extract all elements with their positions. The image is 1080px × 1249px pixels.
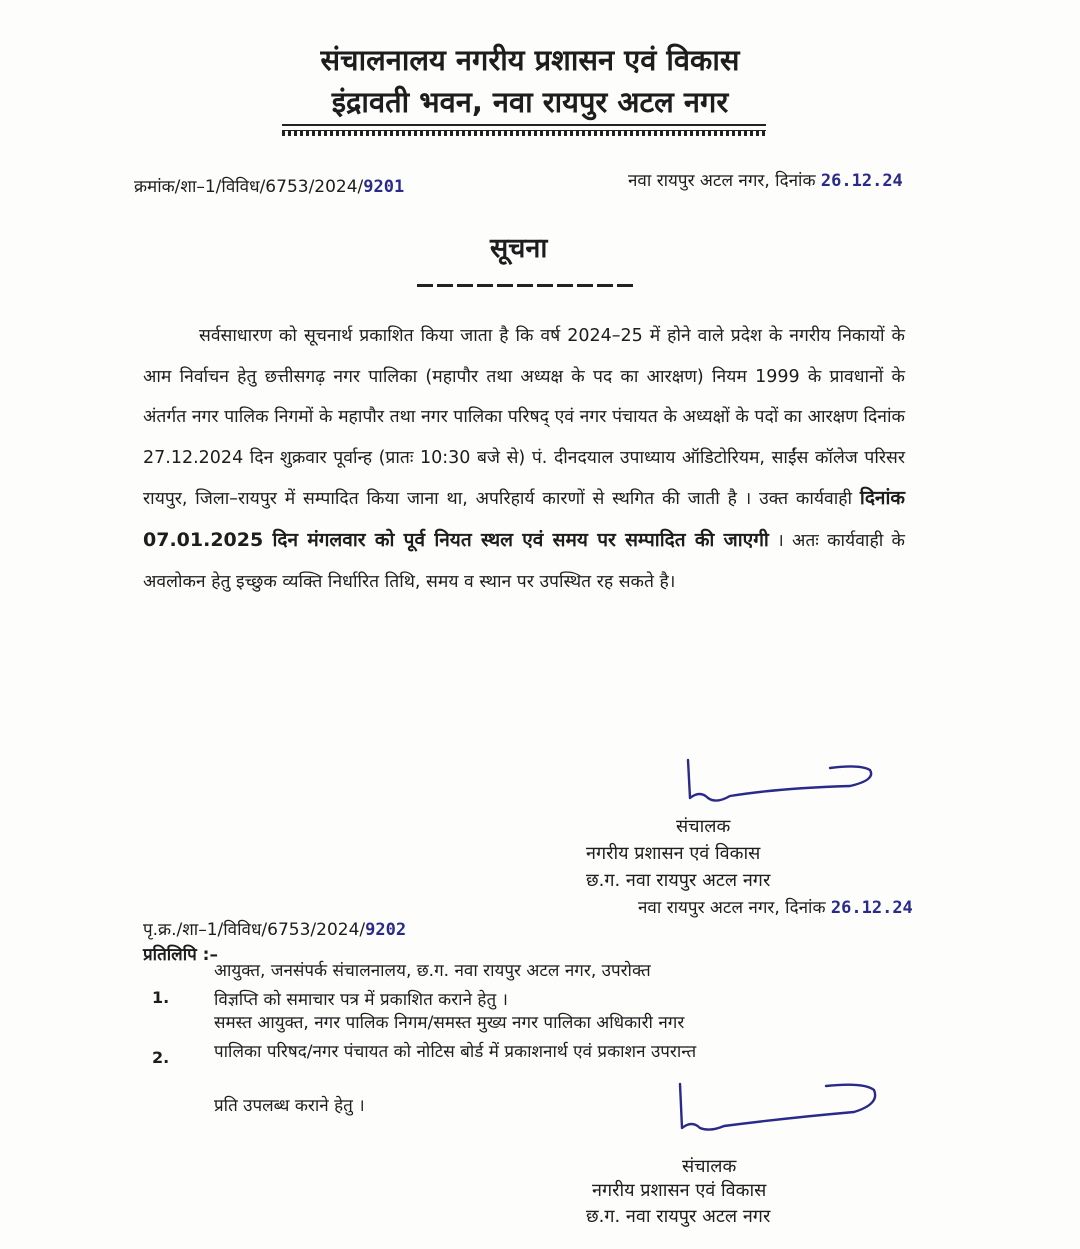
endorsement-date-handwritten: 26.12.24 — [830, 898, 913, 918]
signatory-designation: संचालक — [682, 1156, 737, 1177]
signatory-place: छ.ग. नवा रायपुर अटल नगर — [586, 1206, 771, 1227]
signatory-department: नगरीय प्रशासन एवं विकास — [586, 843, 761, 864]
notice-title: सूचना — [490, 233, 548, 264]
reference-place-date — [628, 168, 903, 191]
copy-item-line: प्रति उपलब्ध कराने हेतु । — [214, 1096, 365, 1116]
endorsement-place-printed: नवा रायपुर अटल नगर, दिनांक — [638, 898, 826, 918]
signatory-place: छ.ग. नवा रायपुर अटल नगर — [586, 870, 771, 891]
signature-mark — [680, 758, 880, 808]
signatory-department: नगरीय प्रशासन एवं विकास — [592, 1180, 767, 1201]
signature-mark — [676, 1082, 886, 1132]
endorsement-number-handwritten: 9202 — [365, 920, 407, 940]
copy-item-line: पालिका परिषद/नगर पंचायत को नोटिस बोर्ड में प्रकाशनार्थ एवं प्रकाशन उपरान्त — [214, 1042, 697, 1062]
notice-body-part2: । अतः कार्यवाही के अवलोकन हेतु इच्छुक व्यक्ति निर्धारित तिथि, समय व स्थान पर उपस्थित रह सकते है। — [143, 530, 905, 592]
copy-item-line: आयुक्त, जनसंपर्क संचालनालय, छ.ग. नवा रायपुर अटल नगर, उपरोक्त — [214, 961, 651, 981]
endorsement-number — [143, 917, 406, 940]
copy-label: प्रतिलिपि :– — [143, 945, 218, 965]
notice-body-part1: सर्वसाधारण को सूचनार्थ प्रकाशित किया जाता है कि वर्ष 2024–25 में होने वाले प्रदेश के नगरीय निकायों के आम निर्वाचन हेतु छत्तीसगढ़ नगर पालिका (महापौर तथा अध्यक्ष के पद का आरक्षण) नियम 1999 के प्रावधानों के अंतर्गत नगर पालिक निगमों के महापौर तथा नगर पालिका परिषद् एवं नगर पंचायत के अध्यक्षों के पदों का आरक्षण दिनांक 27.12.2024 दिन शुक्रवार पूर्वान्ह (प्रातः 10:30 बजे से) पं. दीनदयाल उपाध्याय ऑडिटोरियम, साईंस कॉलेज परिसर रायपुर, जिला–रायपुर में सम्पादित किया जाना था, अपरिहार्य कारणों से स्थगित की जाती है । उक्त कार्यवाही — [143, 326, 905, 510]
reference-number — [134, 174, 404, 197]
title-underline — [417, 284, 635, 287]
office-name: संचालनालय नगरीय प्रशासन एवं विकास — [320, 43, 740, 77]
signatory-designation: संचालक — [676, 816, 731, 837]
endorsement-place-date — [638, 895, 913, 918]
reference-number-handwritten: 9201 — [363, 177, 405, 197]
header-divider — [282, 124, 766, 138]
notice-body-highlight: दिनांक 07.01.2025 दिन मंगलवार को पूर्व नियत स्थल एवं समय पर सम्पादित की जाएगी — [143, 487, 905, 551]
reference-place-printed: नवा रायपुर अटल नगर, दिनांक — [628, 171, 816, 191]
copy-item-number: 1. — [152, 988, 170, 1007]
notice-body — [143, 316, 905, 602]
reference-date-handwritten: 26.12.24 — [820, 171, 903, 191]
copy-item-line: विज्ञप्ति को समाचार पत्र में प्रकाशित कराने हेतु । — [214, 990, 508, 1010]
office-address: इंद्रावती भवन, नवा रायपुर अटल नगर — [331, 85, 729, 119]
copy-item-line: समस्त आयुक्त, नगर पालिक निगम/समस्त मुख्य नगर पालिका अधिकारी नगर — [214, 1013, 685, 1033]
copy-item-number: 2. — [152, 1048, 170, 1067]
reference-number-printed: क्रमांक/शा–1/विविध/6753/2024/ — [134, 177, 364, 197]
endorsement-number-printed: पृ.क्र./शा–1/विविध/6753/2024/ — [143, 920, 366, 940]
